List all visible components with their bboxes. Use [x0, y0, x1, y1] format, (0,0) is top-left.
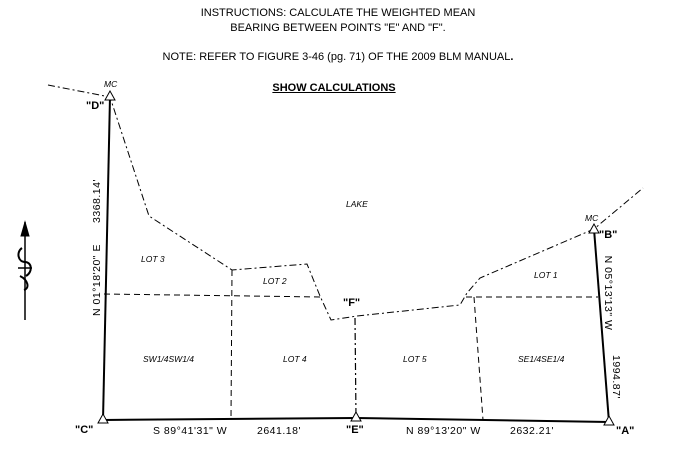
- south-west-distance: 2641.18': [257, 425, 301, 437]
- note-period: .: [510, 51, 514, 63]
- south-west-bearing: S 89°41'31" W: [153, 425, 228, 437]
- corner-d-monument-icon: [105, 91, 115, 100]
- sw-quarter-label: SW1/4SW1/4: [143, 354, 195, 364]
- point-b-label: "B": [599, 229, 618, 241]
- corner-c-monument-icon: [98, 414, 108, 423]
- lot-5-label: LOT 5: [403, 354, 427, 364]
- west-bearing: N 01°18'20" E: [91, 244, 103, 316]
- east-distance: 1994.87': [610, 355, 622, 399]
- lot-line-east: [474, 297, 483, 420]
- corner-a-monument-icon: [604, 416, 614, 425]
- lot-line-west: [231, 270, 232, 419]
- point-a-label: "A": [616, 425, 635, 437]
- lot-2-label: LOT 2: [263, 276, 287, 286]
- lot-4-label: LOT 4: [283, 354, 307, 364]
- line-e-to-f: [355, 318, 356, 418]
- point-e-label: "E": [346, 424, 364, 436]
- lake-label: LAKE: [346, 199, 368, 209]
- point-f-label: "F": [343, 297, 361, 309]
- note-body: NOTE: REFER TO FIGURE 3-46 (pg. 71) OF THE 2009 BLM MANUAL: [162, 51, 511, 63]
- corner-b-monument-icon: [589, 224, 599, 233]
- sixteenth-line-west: [104, 294, 322, 297]
- monument-label-d: MC: [104, 79, 118, 89]
- se-quarter-label: SE1/4SE1/4: [518, 354, 565, 364]
- lot-1-label: LOT 1: [534, 270, 558, 280]
- east-bearing: N 05°13'13" W: [602, 255, 614, 331]
- north-arrow-icon: [18, 222, 32, 320]
- point-d-label: "D": [86, 100, 105, 112]
- south-east-bearing: N 89°13'20" W: [406, 425, 481, 437]
- instructions-line-1: INSTRUCTIONS: CALCULATE THE WEIGHTED MEAN: [200, 7, 476, 19]
- corner-e-monument-icon: [351, 412, 361, 421]
- show-calculations-label: SHOW CALCULATIONS: [272, 82, 396, 94]
- monument-label-b: MC: [585, 213, 599, 223]
- lot-3-label: LOT 3: [141, 254, 165, 264]
- point-c-label: "C": [75, 424, 94, 436]
- west-distance: 3368.14': [91, 179, 103, 223]
- south-east-distance: 2632.21': [510, 425, 554, 437]
- instructions-line-2: BEARING BETWEEN POINTS "E" AND "F".: [230, 22, 446, 34]
- south-boundary-west: [103, 418, 356, 420]
- west-boundary-line: [103, 97, 110, 420]
